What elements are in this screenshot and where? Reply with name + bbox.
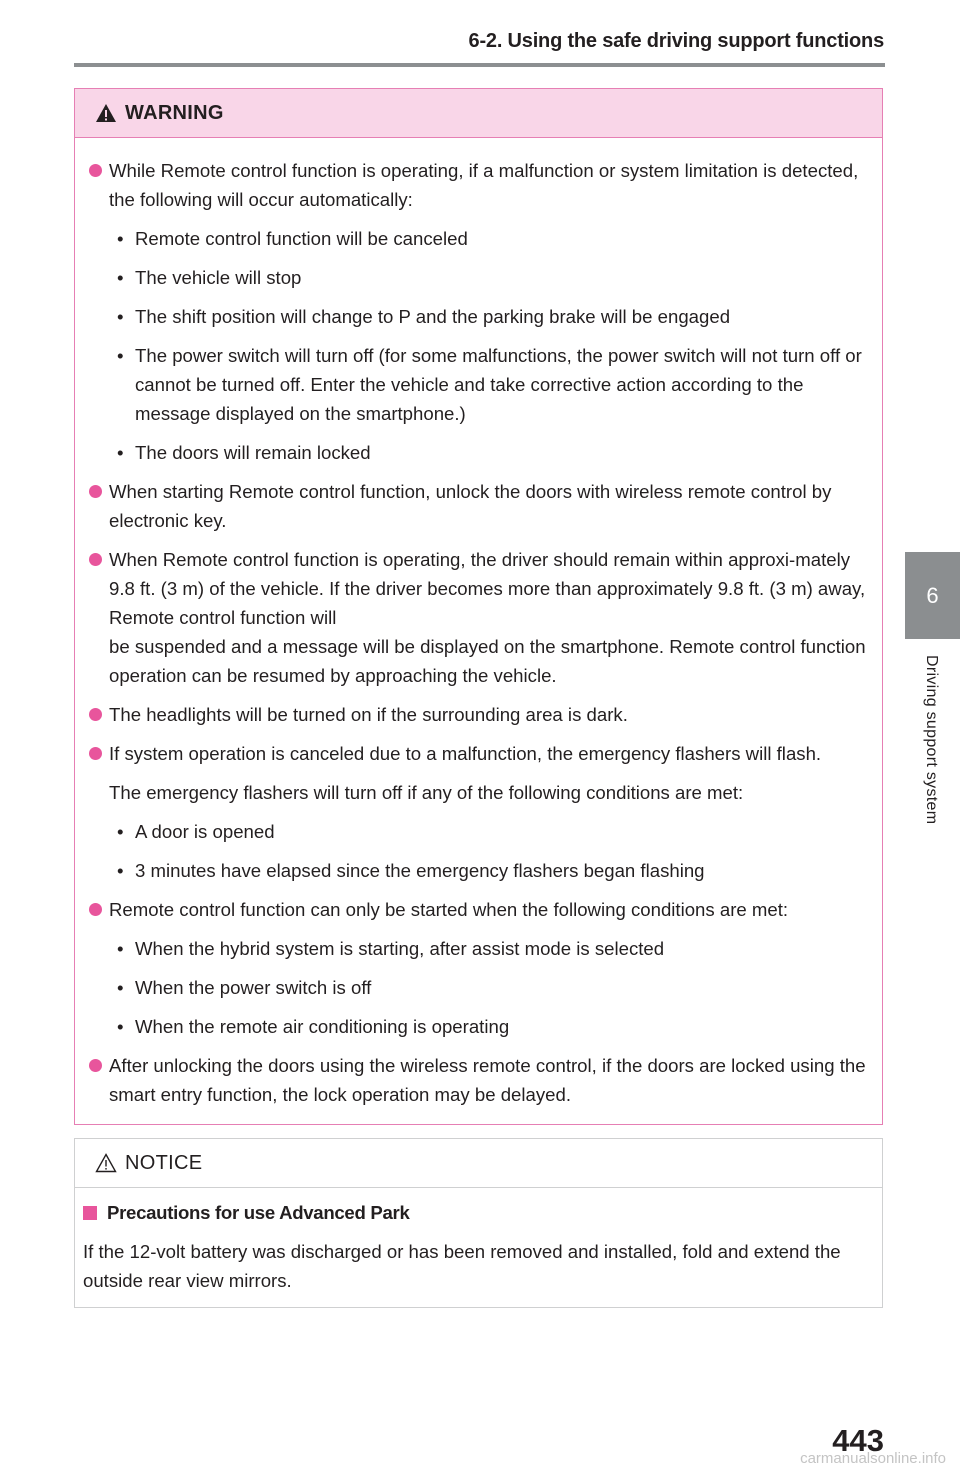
bullet-icon: • <box>117 860 124 881</box>
bullet-icon: • <box>117 442 124 463</box>
warning-subitem: • The doors will remain locked <box>89 438 870 467</box>
warning-item: While Remote control function is operating, if a malfunction or system limitation is detected, the following will occur automatically: <box>89 156 870 214</box>
bullet-dot-icon <box>89 1059 102 1072</box>
bullet-dot-icon <box>89 164 102 177</box>
warning-subitem: • When the hybrid system is starting, after assist mode is selected <box>89 934 870 963</box>
warning-subitem: • The shift position will change to P and the parking brake will be engaged <box>89 302 870 331</box>
watermark: carmanualsonline.info <box>800 1450 946 1467</box>
warning-item: After unlocking the doors using the wireless remote control, if the doors are locked using the smart entry function, the lock operation may be delayed. <box>89 1051 870 1109</box>
notice-body <box>75 1188 882 1295</box>
warning-subitem: • The vehicle will stop <box>89 263 870 292</box>
section-title: 6-2. Using the safe driving support functions <box>468 30 884 52</box>
bullet-icon: • <box>117 228 124 249</box>
bullet-dot-icon <box>89 553 102 566</box>
warning-subitem: • When the remote air conditioning is operating <box>89 1012 870 1041</box>
warning-item: Remote control function can only be started when the following conditions are met: <box>89 895 870 924</box>
chapter-number: 6 <box>926 582 939 608</box>
bullet-dot-icon <box>89 708 102 721</box>
warning-icon <box>95 103 117 123</box>
warning-subitem: • A door is opened <box>89 817 870 846</box>
warning-item: If system operation is canceled due to a malfunction, the emergency flashers will flash. <box>89 739 870 768</box>
bullet-dot-icon <box>89 747 102 760</box>
bullet-dot-icon <box>89 485 102 498</box>
bullet-icon: • <box>117 306 124 327</box>
warning-paragraph: The emergency flashers will turn off if any of the following conditions are met: <box>109 782 744 803</box>
warning-header <box>75 89 882 138</box>
notice-heading: NOTICE <box>125 1151 203 1174</box>
chapter-label: Driving support system <box>923 655 940 825</box>
warning-box <box>74 88 883 1125</box>
notice-header <box>75 1139 882 1188</box>
warning-subitem: • Remote control function will be canceled <box>89 224 870 253</box>
bullet-icon: • <box>117 267 124 288</box>
caution-icon <box>95 1153 117 1173</box>
warning-subitem: • The power switch will turn off (for some malfunctions, the power switch will not turn off or cannot be turned off. Enter the vehicle and take corrective action according to the message displayed on the smartphone.) <box>89 341 870 428</box>
warning-item: When Remote control function is operating, the driver should remain within approxi-mately 9.8 ft. (3 m) of the vehicle. If the driver becomes more than approximately 9.8 ft. (3 m) away, Remote control function will be suspended and a message will be displayed on the smartphone. Remote control function operation can be resumed by approaching the vehicle. <box>89 545 870 690</box>
chapter-tab[interactable] <box>905 552 960 639</box>
bullet-icon: • <box>117 938 124 959</box>
bullet-icon: • <box>117 1016 124 1037</box>
bullet-icon: • <box>117 977 124 998</box>
header-rule <box>74 63 885 67</box>
square-bullet-icon <box>83 1206 97 1220</box>
page-number: 443 <box>832 1423 884 1458</box>
warning-body <box>75 138 882 1109</box>
notice-text: If the 12-volt battery was discharged or has been removed and installed, fold and extend the outside rear view mirrors. <box>83 1241 841 1291</box>
bullet-icon: • <box>117 345 124 366</box>
warning-subitem: • 3 minutes have elapsed since the emergency flashers began flashing <box>89 856 870 885</box>
warning-heading: WARNING <box>125 101 224 124</box>
warning-subitem: • When the power switch is off <box>89 973 870 1002</box>
bullet-dot-icon <box>89 903 102 916</box>
bullet-icon: • <box>117 821 124 842</box>
warning-item: When starting Remote control function, unlock the doors with wireless remote control by electronic key. <box>89 477 870 535</box>
notice-subheading: Precautions for use Advanced Park <box>83 1198 868 1227</box>
notice-box <box>74 1138 883 1308</box>
warning-item: The headlights will be turned on if the surrounding area is dark. <box>89 700 870 729</box>
